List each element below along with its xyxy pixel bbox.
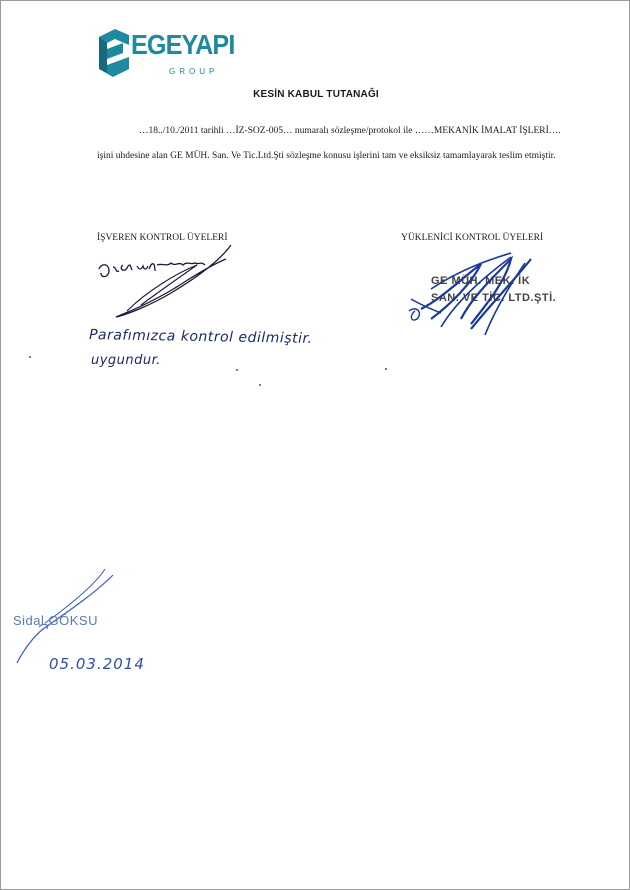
scan-speck — [385, 368, 387, 370]
logo-wordmark: EGEYAPI — [131, 29, 235, 60]
contract-reference-line: …18../10./2011 tarihli …İZ-SOZ-005… numaralı sözleşme/protokol ile ……MEKANİK İMALAT İŞLERİ…. — [139, 126, 561, 136]
contractor-signature-icon — [401, 249, 541, 339]
completion-statement: işini uhdesine alan GE MÜH. San. Ve Tic.Ltd.Şti sözleşme konusu işlerini tam ve eksiksiz tamamlayarak teslim etmiştir. — [97, 151, 556, 161]
stamp-line-2: SAN. VE TİC. LTD.ŞTİ. — [431, 292, 557, 304]
approver-name-stamp: Sidal GÖKSU — [13, 613, 98, 628]
employer-signature-icon — [91, 241, 241, 321]
stamp-line-1: GE MÜH. MEK. İK — [431, 275, 531, 287]
scan-speck — [236, 369, 238, 371]
employer-signature — [91, 241, 241, 321]
handwritten-note-line-1: Parafımızca kontrol edilmiştir. — [88, 327, 313, 347]
scan-speck — [259, 384, 261, 386]
employer-control-label: İŞVEREN KONTROL ÜYELERİ — [97, 233, 228, 243]
document-title: KESİN KABUL TUTANAĞI — [253, 89, 379, 100]
contractor-control-label: YÜKLENİCİ KONTROL ÜYELERİ — [401, 233, 544, 243]
logo-group-text: GROUP — [169, 67, 219, 76]
handwritten-note-line-2: uygundur. — [91, 353, 161, 368]
approval-date: 05.03.2014 — [49, 655, 145, 673]
scan-speck — [29, 356, 31, 358]
contractor-signature — [401, 249, 541, 339]
company-logo — [97, 25, 235, 81]
logo-cube-icon — [97, 27, 131, 79]
